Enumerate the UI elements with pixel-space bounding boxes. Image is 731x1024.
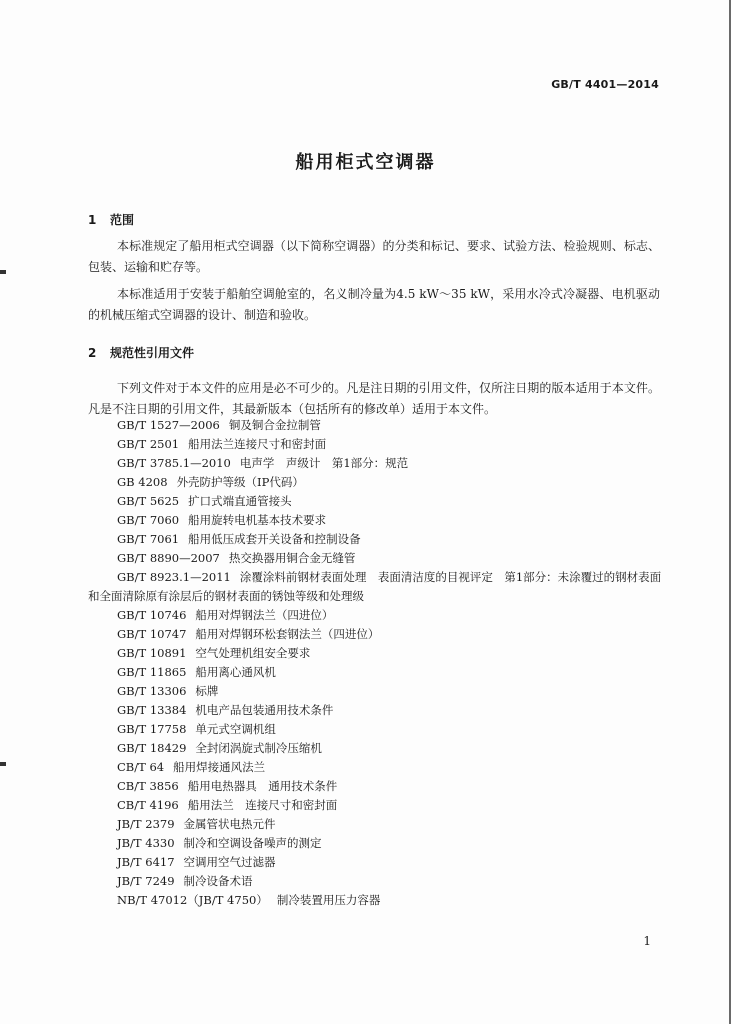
reference-code: JB/T 7249 [117, 874, 175, 888]
reference-code: JB/T 4330 [117, 836, 175, 850]
reference-item [88, 625, 662, 644]
reference-title: 船用对焊钢法兰（四进位） [195, 608, 334, 622]
reference-item [88, 416, 662, 435]
reference-code: GB/T 10747 [117, 627, 187, 641]
section-1-heading [88, 211, 134, 228]
reference-code: GB/T 8890—2007 [117, 551, 220, 565]
reference-item [88, 796, 662, 815]
reference-item [88, 891, 662, 910]
reference-item [88, 853, 662, 872]
reference-item [88, 758, 662, 777]
reference-code: CB/T 64 [117, 760, 165, 774]
reference-code: GB/T 11865 [117, 665, 187, 679]
reference-item [88, 777, 662, 796]
reference-code: GB/T 8923.1—2011 [117, 570, 231, 584]
reference-title: 船用法兰连接尺寸和密封面 [188, 437, 327, 451]
document-title: 船用柜式空调器 [295, 152, 436, 173]
reference-title: 船用法兰 连接尺寸和密封面 [187, 798, 338, 812]
reference-code: GB/T 10891 [117, 646, 187, 660]
scan-mark [0, 270, 6, 274]
reference-code: GB/T 2501 [117, 437, 180, 451]
reference-item [88, 644, 662, 663]
page-number: 1 [643, 934, 651, 948]
section-title: 范围 [110, 213, 135, 227]
reference-title: 机电产品包装通用技术条件 [195, 703, 334, 717]
reference-item [88, 454, 662, 473]
reference-code: GB/T 7061 [117, 532, 180, 546]
scan-mark [0, 762, 6, 766]
reference-title: 制冷设备术语 [183, 874, 253, 888]
reference-code: GB/T 18429 [117, 741, 187, 755]
reference-title: 船用焊接通风法兰 [173, 760, 266, 774]
reference-item [88, 739, 662, 758]
reference-item [88, 663, 662, 682]
reference-code: GB 4208 [117, 475, 168, 489]
reference-code: GB/T 13306 [117, 684, 187, 698]
reference-title: 外壳防护等级（IP代码） [176, 475, 304, 489]
reference-code: CB/T 4196 [117, 798, 179, 812]
reference-code: GB/T 10746 [117, 608, 187, 622]
reference-list [88, 416, 662, 910]
reference-item [88, 549, 662, 568]
reference-title: 单元式空调机组 [195, 722, 276, 736]
standard-number: GB/T 4401—2014 [551, 78, 659, 91]
reference-title: 电声学 声级计 第1部分：规范 [239, 456, 409, 470]
reference-item [88, 511, 662, 530]
reference-title: 船用旋转电机基本技术要求 [188, 513, 327, 527]
reference-item [88, 492, 662, 511]
reference-code: GB/T 7060 [117, 513, 180, 527]
reference-title: 涂覆涂料前钢材表面处理 表面清洁度的目视评定 第1部分：未涂覆过的钢材表面和全面清除原有涂层后的钢材表面的锈蚀等级和处理级 [88, 570, 662, 603]
section-2-heading [88, 344, 194, 361]
reference-code: CB/T 3856 [117, 779, 179, 793]
reference-item [88, 701, 662, 720]
scope-paragraph: 本标准适用于安装于船舶空调舱室的，名义制冷量为4.5 kW～35 kW，采用水冷式冷凝器、电机驱动的机械压缩式空调器的设计、制造和验收。 [88, 287, 660, 322]
reference-code: GB/T 3785.1—2010 [117, 456, 231, 470]
reference-title: 空调用空气过滤器 [183, 855, 276, 869]
reference-title: 空气处理机组安全要求 [195, 646, 311, 660]
reference-code: JB/T 6417 [117, 855, 175, 869]
references-intro: 下列文件对于本文件的应用是必不可少的。凡是注日期的引用文件，仅所注日期的版本适用于本文件。凡是不注日期的引用文件，其最新版本（包括所有的修改单）适用于本文件。 [88, 381, 660, 416]
reference-item [88, 473, 662, 492]
reference-title: 船用电热器具 通用技术条件 [187, 779, 338, 793]
reference-code: GB/T 5625 [117, 494, 180, 508]
reference-title: 全封闭涡旋式制冷压缩机 [195, 741, 322, 755]
reference-item [88, 834, 662, 853]
reference-item [88, 815, 662, 834]
reference-title: 铜及铜合金拉制管 [228, 418, 321, 432]
section-number: 2 [88, 346, 97, 360]
reference-item [88, 606, 662, 625]
reference-title: 标牌 [195, 684, 219, 698]
reference-title: 船用离心通风机 [195, 665, 276, 679]
section-title: 规范性引用文件 [110, 346, 195, 360]
reference-code: GB/T 1527—2006 [117, 418, 220, 432]
reference-title: 制冷装置用压力容器 [276, 893, 381, 907]
reference-item [88, 682, 662, 701]
reference-code: JB/T 2379 [117, 817, 175, 831]
reference-code: GB/T 17758 [117, 722, 187, 736]
reference-title: 热交换器用铜合金无缝管 [228, 551, 356, 565]
reference-item [88, 872, 662, 891]
reference-code: NB/T 47012（JB/T 4750） [117, 893, 268, 907]
section-number: 1 [88, 213, 97, 227]
reference-item [88, 568, 662, 606]
scope-paragraph: 本标准规定了船用柜式空调器（以下简称空调器）的分类和标记、要求、试验方法、检验规则、标志、包装、运输和贮存等。 [88, 239, 660, 274]
reference-title: 制冷和空调设备噪声的测定 [183, 836, 322, 850]
reference-title: 扩口式端直通管接头 [188, 494, 292, 508]
reference-code: GB/T 13384 [117, 703, 187, 717]
reference-item [88, 530, 662, 549]
reference-title: 船用低压成套开关设备和控制设备 [188, 532, 361, 546]
reference-item [88, 720, 662, 739]
reference-item [88, 435, 662, 454]
reference-title: 船用对焊钢环松套钢法兰（四进位） [195, 627, 380, 641]
reference-title: 金属管状电热元件 [183, 817, 276, 831]
